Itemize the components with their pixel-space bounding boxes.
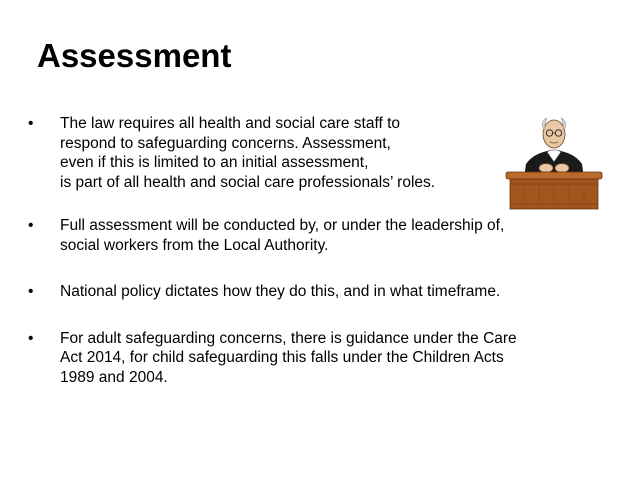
- bullet-list: [28, 114, 628, 387]
- bullet-line: Full assessment will be conducted by, or under the leadership of,: [60, 217, 505, 234]
- bullet-line: National policy dictates how they do this, and in what timeframe.: [60, 283, 501, 300]
- bullet-dot: •: [28, 115, 34, 132]
- bullet-dot: •: [28, 217, 34, 234]
- bullet-line: social workers from the Local Authority.: [60, 236, 329, 254]
- bullet-line: 1989 and 2004.: [60, 368, 168, 386]
- bullet-item: [28, 216, 628, 255]
- bullet-line: For adult safeguarding concerns, there is guidance under the Care: [60, 329, 517, 347]
- bullet-item: [28, 282, 628, 302]
- slide-title: Assessment: [37, 37, 232, 74]
- bullet-line: The law requires all health and social care staff to: [60, 115, 401, 132]
- bullet-line: respond to safeguarding concerns. Assessment,: [60, 134, 391, 152]
- bullet-item: [28, 329, 628, 388]
- bullet-dot: •: [28, 329, 34, 347]
- bullet-dot: •: [28, 283, 34, 300]
- bullet-line: Act 2014, for child safeguarding this falls under the Children Acts: [60, 349, 504, 366]
- bullet-item: [28, 114, 628, 192]
- bullet-line: even if this is limited to an initial assessment,: [60, 154, 369, 171]
- bullet-line: is part of all health and social care professionals’ roles.: [60, 173, 436, 191]
